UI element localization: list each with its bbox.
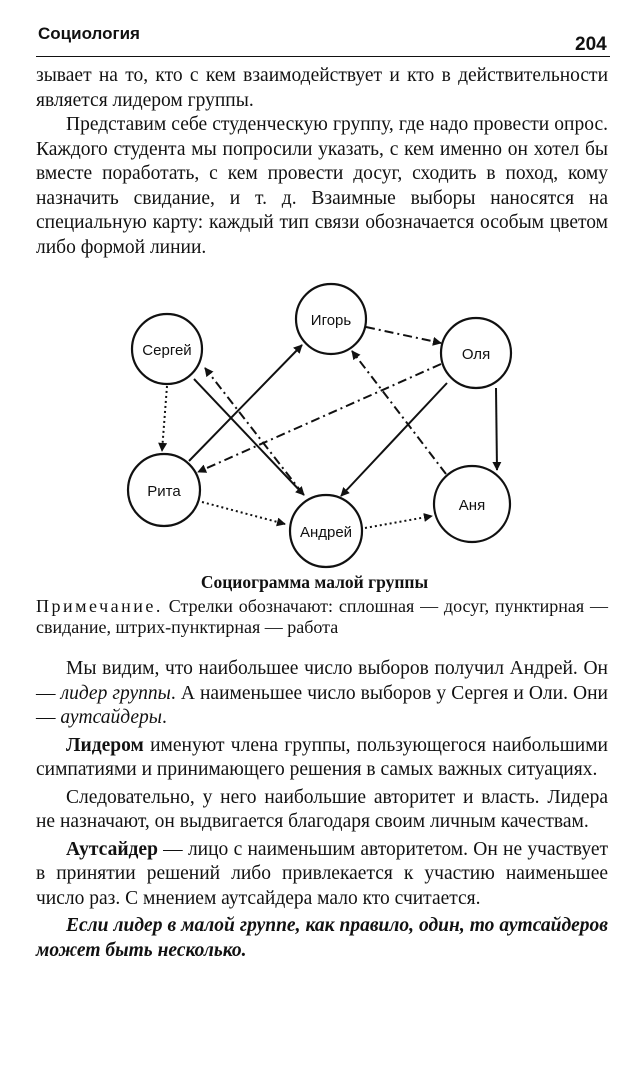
term-outsiders-italic: аутсайдеры	[60, 707, 162, 728]
intro-paragraph-1: зывает на то, кто с кем взаимодействует и кто в действительности является лидером группы.	[36, 65, 608, 111]
term-leader-italic: лидер группы	[60, 682, 171, 704]
term-leader-bold: Лидером	[66, 734, 144, 756]
node-sergey	[132, 314, 202, 384]
body-paragraph-2: Лидером именуют члена группы, пользующегося наибольшими симпатиями и принимающего решения в самых важных ситуациях.	[36, 734, 608, 780]
node-rita	[128, 454, 200, 526]
header-title: Социология	[38, 24, 140, 43]
term-outsider-bold: Аутсайдер	[66, 838, 158, 860]
body-paragraph-3: Следовательно, у него наибольшие авторитет и власть. Лидера не назначают, он выдвигается благодаря своим личным качествам.	[36, 786, 608, 832]
edge-olya-anya	[496, 388, 497, 470]
node-label-andrey: Андрей	[299, 524, 353, 541]
edge-rita-andrey	[202, 502, 285, 524]
body-text	[36, 657, 608, 963]
note-label: Примечание.	[36, 596, 163, 616]
node-andrey	[290, 495, 362, 567]
diagram-note	[36, 596, 608, 638]
edge-anya-igor	[352, 351, 446, 474]
page-number: 204	[575, 34, 607, 55]
node-anya	[434, 466, 510, 542]
edge-sergey-rita	[162, 386, 167, 451]
diagram-caption: Социограмма малой группы	[200, 572, 429, 592]
edge-andrey-anya	[365, 516, 432, 528]
body-paragraph-5	[36, 914, 608, 963]
edge-rita-igor	[189, 345, 302, 461]
edge-sergey-andrey	[194, 379, 304, 495]
node-olya	[441, 318, 511, 388]
edge-igor-olya	[366, 327, 441, 343]
node-label-olya: Оля	[461, 346, 491, 363]
conclusion-italic: Если лидер в малой группе, как правило, один, то аутсайдеров может быть несколько.	[36, 915, 608, 961]
body-paragraph-1: Мы видим, что наибольшее число выборов получил Андрей. Он — лидер группы. А наименьшее число выборов у Сергея и Оли. Они — аутсайдеры.	[36, 658, 608, 728]
body-paragraph-4: Аутсайдер — лицо с наименьшим авторитетом. Он не участвует в принятии решений либо привлекается к участию наименьшее число раз. С мнением аутсайдера мало кто считается.	[36, 838, 608, 909]
node-label-igor: Игорь	[310, 312, 352, 329]
edge-olya-andrey	[341, 383, 447, 496]
note-text: Стрелки обозначают: сплошная — досуг, пунктирная — свидание, штрих-пунктирная — работа	[36, 596, 608, 637]
edge-olya-rita	[198, 364, 441, 472]
node-label-anya: Аня	[458, 497, 486, 514]
node-label-rita: Рита	[147, 483, 181, 500]
node-igor	[296, 284, 366, 354]
node-label-sergey: Сергей	[142, 342, 192, 359]
intro-paragraph-2: Представим себе студенческую группу, где надо провести опрос. Каждого студента мы попросили указать, с кем именно он хотел бы вместе поработать, с кем провести досуг, сходить в поход, кому назначить свидание, и т. д. Взаимные выборы наносятся на специальную карту: каждый тип связи обозначается особым цветом либо формой линии.	[36, 114, 608, 258]
